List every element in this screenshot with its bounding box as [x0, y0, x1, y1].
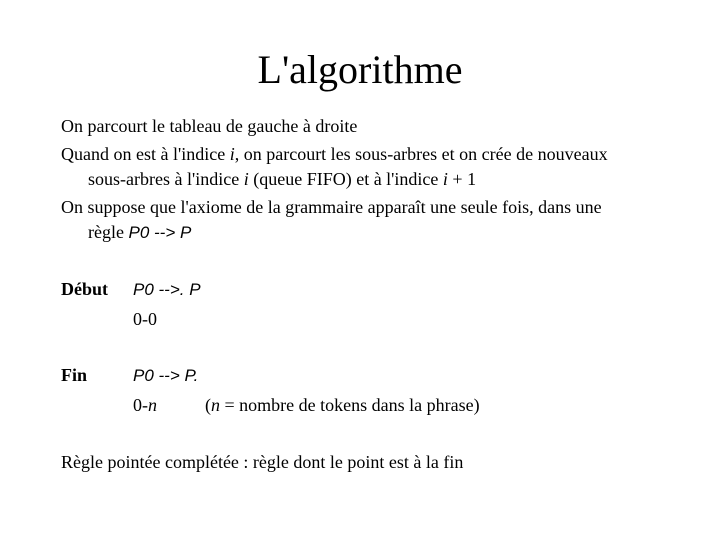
text-fragment: On suppose que l'axiome de la grammaire apparaît une seule fois, dans une: [61, 197, 602, 217]
text-fragment: + 1: [447, 169, 477, 189]
text-fragment: règle: [88, 222, 129, 242]
paragraph-scan-direction: [61, 113, 357, 139]
fin-note: [205, 392, 480, 418]
debut-span: 0-0: [133, 309, 157, 329]
paragraph-axiom-line2: [61, 219, 191, 246]
rule-formula: P0 --> P: [128, 223, 192, 242]
text-fragment: (queue FIFO) et à l'indice: [248, 169, 443, 189]
fin-rule: [133, 362, 198, 389]
rule-formula: P0 --> P.: [133, 366, 199, 385]
conclusion-text: Règle pointée complétée : règle dont le point est à la fin: [61, 452, 464, 472]
text-fragment: Quand on est à l'indice: [61, 144, 230, 164]
text-fragment: sous-arbres à l'indice: [88, 169, 244, 189]
slide-title: L'algorithme: [257, 47, 463, 92]
text-fragment: (: [205, 395, 211, 415]
text-fragment: 0-: [133, 395, 148, 415]
fin-span: [133, 392, 157, 418]
var-n: n: [211, 395, 220, 415]
paragraph-index-line1: [61, 141, 608, 167]
text-fragment: = nombre de tokens dans la phrase): [220, 395, 480, 415]
var-n: n: [148, 395, 157, 415]
rule-formula: P0 -->. P: [133, 280, 201, 299]
var-i: i: [442, 169, 448, 189]
var-i: i: [229, 144, 235, 164]
fin-label: Fin: [61, 365, 88, 385]
debut-rule: [133, 276, 201, 303]
paragraph-axiom-line1: [61, 194, 602, 220]
paragraph-text: On parcourt le tableau de gauche à droite: [61, 116, 358, 136]
debut-label: Début: [61, 279, 109, 299]
text-fragment: , on parcourt les sous-arbres et on crée de nouveaux: [234, 144, 608, 164]
paragraph-index-line2: [61, 166, 476, 192]
var-i: i: [243, 169, 249, 189]
